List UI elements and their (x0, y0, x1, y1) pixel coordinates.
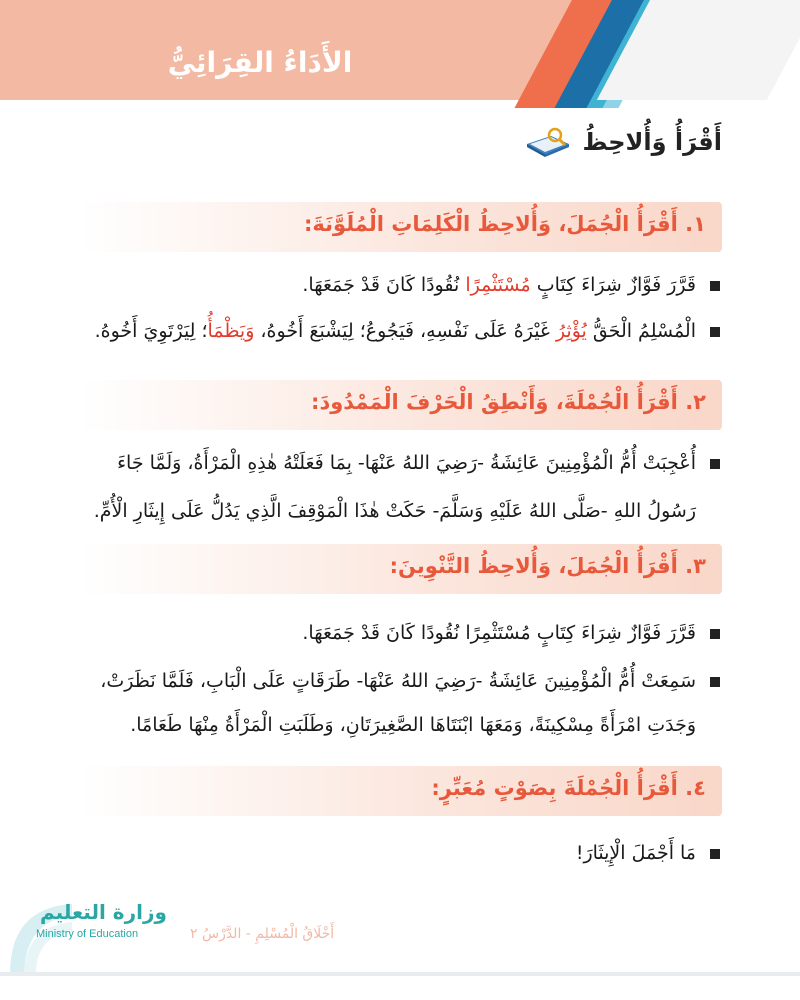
page-header (0, 0, 800, 108)
ministry-name-english: Ministry of Education (36, 928, 139, 940)
section-4-heading (78, 766, 722, 816)
section-4-bullet-1: مَا أَجْمَلَ الْإِيثَارَ! (40, 830, 720, 876)
bullet-square-icon (710, 459, 720, 469)
bullet-square-icon (710, 281, 720, 291)
bullet-square-icon (710, 629, 720, 639)
section-3-bullet-2-cont: وَجَدَتِ امْرَأَةً مِسْكِينَةً، وَمَعَهَا ابْنَتَاهَا الصَّغِيرَتَانِ، وَطَلَبَتِ الْمَرْأَةُ مِنْهَا طَعَامًا. (130, 714, 696, 736)
section-1-heading (78, 202, 722, 252)
section-2-title: ٢. أَقْرَأُ الْجُمْلَةَ، وَأَنْطِقُ الْحَرْفَ الْمَمْدُودَ: (311, 390, 706, 414)
ministry-name-arabic: وزارة التعليم (40, 900, 167, 924)
section-3-bullet-2: سَمِعَتْ أُمُّ الْمُؤْمِنِينَ عَائِشَةُ -رَضِيَ اللهُ عَنْهَا- طَرَقَاتٍ عَلَى الْبَابِ، فَلَمَّا نَظَرَتْ، (40, 658, 720, 704)
section-2-bullet-1: أُعْجِبَتْ أُمُّ الْمُؤْمِنِينَ عَائِشَةُ -رَضِيَ اللهُ عَنْهَا- بِمَا فَعَلَتْهُ هٰذِهِ الْمَرْأَةُ، وَلَمَّا جَاءَ (40, 440, 720, 486)
section-1-bullet-2: الْمُسْلِمُ الْحَقُّ يُؤْثِرُ غَيْرَهُ عَلَى نَفْسِهِ، فَيَجُوعُ؛ لِيَشْبَعَ أَخُوهُ، وَيَظْمَأُ؛ لِيَرْتَوِيَ أَخُوهُ. (40, 308, 720, 354)
bullet-square-icon (710, 677, 720, 687)
page-footer (0, 896, 800, 1000)
section-3-bullet-1: قَرَّرَ فَوَّازٌ شِرَاءَ كِتَابٍ مُسْتَثْمِرًا نُقُودًا كَانَ قَدْ جَمَعَهَا. (40, 610, 720, 656)
section-4-title: ٤. أَقْرَأُ الْجُمْلَةَ بِصَوْتٍ مُعَبِّرٍ: (431, 776, 706, 800)
footer-divider (0, 972, 800, 976)
page-title: الأَدَاءُ القِرَائِيُّ (167, 46, 353, 79)
section-3-title: ٣. أَقْرَأُ الْجُمَلَ، وَأُلاحِظُ التَّنْوِينَ: (389, 554, 706, 578)
bullet-square-icon (710, 327, 720, 337)
section-1-bullet-1: قَرَّرَ فَوَّازٌ شِرَاءَ كِتَابٍ مُسْتَثْمِرًا نُقُودًا كَانَ قَدْ جَمَعَهَا. (40, 262, 720, 308)
section-1-title: ١. أَقْرَأُ الْجُمَلَ، وَأُلاحِظُ الْكَلِمَاتِ الْمُلَوَّنَةَ: (304, 212, 706, 236)
bullet-square-icon (710, 849, 720, 859)
section-3-heading (78, 544, 722, 594)
section-2-bullet-1-cont: رَسُولُ اللهِ -صَلَّى اللهُ عَلَيْهِ وَسَلَّمَ- حَكَتْ هٰذَا الْمَوْقِفَ الَّذِي يَدُلُّ عَلَى إِيثَارِ الْأُمِّ. (93, 500, 696, 522)
footer-lesson-label: أَخْلَاقُ الْمُسْلِمِ - الدَّرْسُ ٢ (190, 926, 335, 942)
read-observe-title: أَقْرَأُ وَأُلاحِظُ (582, 128, 722, 156)
section-2-heading (78, 380, 722, 430)
book-magnifier-icon (525, 126, 571, 158)
read-observe-heading (525, 126, 722, 158)
